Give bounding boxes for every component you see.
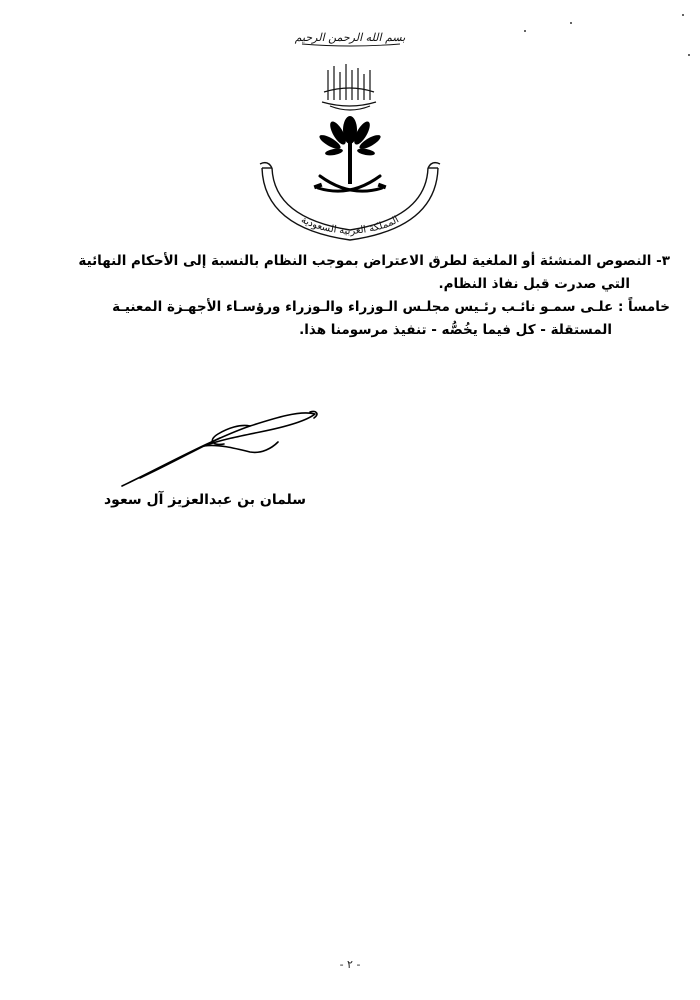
handwritten-signature	[100, 398, 330, 498]
fifth-label: خامساً :	[617, 299, 670, 315]
royal-letterhead	[250, 18, 450, 248]
palm-and-crossed-swords-icon	[314, 116, 387, 191]
item-3-continuation: التي صدرت قبل نفاذ النظام.	[438, 276, 630, 292]
scan-speck	[570, 22, 572, 24]
decree-body	[30, 250, 670, 342]
fifth-text: علـى سمـو نائـب رئـيس مجلـس الـوزراء والـوزراء ورؤسـاء الأجهـزة المعنيـة	[112, 299, 614, 315]
kingdom-name-text: المملكة العربية السعودية	[299, 214, 401, 238]
basmala-text: بسم الله الرحمن الرحيم	[294, 31, 406, 44]
signer-name: سلمان بن عبدالعزيز آل سعود	[103, 492, 306, 508]
scan-speck	[524, 30, 526, 32]
shahada-calligraphy	[322, 64, 376, 110]
item-3-number: ٣-	[656, 253, 670, 269]
scan-speck	[688, 54, 690, 56]
letterhead-emblem-graphic	[250, 18, 450, 248]
fifth-continuation: المستقلة - كل فيما يخُصُّه - تنفيذ مرسومنا هذا.	[299, 322, 612, 338]
fifth-paragraph	[30, 296, 670, 319]
basmala-calligraphy	[295, 31, 406, 46]
item-3-text: النصوص المنشئة أو الملغية لطرق الاعتراض بموجب النظام بالنسبة إلى الأحكام النهائية	[78, 253, 652, 269]
item-3-paragraph	[30, 250, 670, 273]
scan-speck	[682, 14, 684, 16]
page-number: - ٢ -	[339, 958, 361, 971]
signature-stroke	[100, 398, 330, 498]
